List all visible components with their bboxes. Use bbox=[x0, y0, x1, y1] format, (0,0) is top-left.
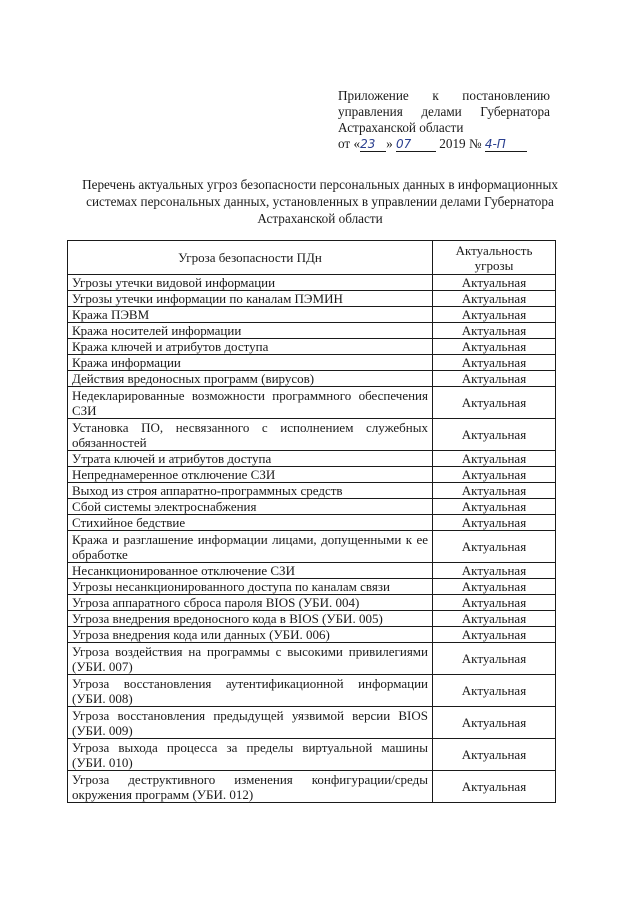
table-row bbox=[68, 739, 556, 771]
table-row bbox=[68, 595, 556, 611]
threat-cell: Угроза аппаратного сброса пароля BIOS (УБИ. 004) bbox=[68, 595, 433, 611]
threat-cell: Кража и разглашение информации лицами, допущенными к ее обработке bbox=[68, 531, 433, 563]
table-row bbox=[68, 387, 556, 419]
relevance-cell: Актуальная bbox=[433, 611, 556, 627]
threat-cell: Угроза воздействия на программы с высокими привилегиями (УБИ. 007) bbox=[68, 643, 433, 675]
threat-cell: Угрозы несанкционированного доступа по каналам связи bbox=[68, 579, 433, 595]
relevance-cell: Актуальная bbox=[433, 291, 556, 307]
threat-cell: Недекларированные возможности программного обеспечения СЗИ bbox=[68, 387, 433, 419]
appendix-line-2: управления делами Губернатора bbox=[338, 104, 550, 119]
document-title: Перечень актуальных угроз безопасности персональных данных в информационных системах персональных данных, установленных в управлении делами Губернатора Астраханской области bbox=[82, 177, 558, 226]
table-row bbox=[68, 531, 556, 563]
threat-cell: Угроза восстановления предыдущей уязвимой версии BIOS (УБИ. 009) bbox=[68, 707, 433, 739]
table-row bbox=[68, 467, 556, 483]
threat-cell: Угроза выхода процесса за пределы виртуальной машины (УБИ. 010) bbox=[68, 739, 433, 771]
threat-cell: Установка ПО, несвязанного с исполнением служебных обязанностей bbox=[68, 419, 433, 451]
relevance-cell: Актуальная bbox=[433, 339, 556, 355]
threat-cell: Утрата ключей и атрибутов доступа bbox=[68, 451, 433, 467]
table-header-row bbox=[68, 241, 556, 275]
header-threat: Угроза безопасности ПДн bbox=[68, 241, 433, 275]
threat-cell: Угрозы утечки информации по каналам ПЭМИН bbox=[68, 291, 433, 307]
appendix-line-3: Астраханской области bbox=[338, 120, 464, 135]
relevance-cell: Актуальная bbox=[433, 275, 556, 291]
date-day: 23 bbox=[360, 138, 386, 152]
relevance-cell: Актуальная bbox=[433, 355, 556, 371]
relevance-cell: Актуальная bbox=[433, 627, 556, 643]
threat-cell: Кража носителей информации bbox=[68, 323, 433, 339]
relevance-cell: Актуальная bbox=[433, 771, 556, 803]
relevance-cell: Актуальная bbox=[433, 515, 556, 531]
threat-cell: Сбой системы электроснабжения bbox=[68, 499, 433, 515]
relevance-cell: Актуальная bbox=[433, 563, 556, 579]
date-year: 2019 № bbox=[439, 136, 482, 151]
header-relevance: Актуальность угрозы bbox=[433, 241, 556, 275]
relevance-cell: Актуальная bbox=[433, 483, 556, 499]
table-row bbox=[68, 579, 556, 595]
table-row bbox=[68, 611, 556, 627]
threat-cell: Угроза деструктивного изменения конфигурации/среды окружения программ (УБИ. 012) bbox=[68, 771, 433, 803]
table-row bbox=[68, 707, 556, 739]
table-row bbox=[68, 451, 556, 467]
threats-table bbox=[67, 240, 556, 803]
appendix-header bbox=[338, 88, 550, 152]
relevance-cell: Актуальная bbox=[433, 739, 556, 771]
relevance-cell: Актуальная bbox=[433, 467, 556, 483]
threat-cell: Непреднамеренное отключение СЗИ bbox=[68, 467, 433, 483]
table-row bbox=[68, 419, 556, 451]
relevance-cell: Актуальная bbox=[433, 531, 556, 563]
appendix-line-1: Приложение к постановлению bbox=[338, 88, 550, 103]
relevance-cell: Актуальная bbox=[433, 675, 556, 707]
table-row bbox=[68, 515, 556, 531]
threat-cell: Кража ключей и атрибутов доступа bbox=[68, 339, 433, 355]
threat-cell: Угроза внедрения кода или данных (УБИ. 006) bbox=[68, 627, 433, 643]
threat-cell: Выход из строя аппаратно-программных средств bbox=[68, 483, 433, 499]
relevance-cell: Актуальная bbox=[433, 387, 556, 419]
relevance-cell: Актуальная bbox=[433, 499, 556, 515]
relevance-cell: Актуальная bbox=[433, 323, 556, 339]
threat-cell: Действия вредоносных программ (вирусов) bbox=[68, 371, 433, 387]
threat-cell: Угроза внедрения вредоносного кода в BIOS (УБИ. 005) bbox=[68, 611, 433, 627]
table-row bbox=[68, 275, 556, 291]
table-row bbox=[68, 483, 556, 499]
table-row bbox=[68, 499, 556, 515]
table-row bbox=[68, 371, 556, 387]
relevance-cell: Актуальная bbox=[433, 595, 556, 611]
table-row bbox=[68, 291, 556, 307]
appendix-date-line bbox=[338, 136, 550, 152]
relevance-cell: Актуальная bbox=[433, 371, 556, 387]
table-row bbox=[68, 339, 556, 355]
relevance-cell: Актуальная bbox=[433, 419, 556, 451]
threat-cell: Угроза восстановления аутентификационной информации (УБИ. 008) bbox=[68, 675, 433, 707]
threat-cell: Кража информации bbox=[68, 355, 433, 371]
date-month: 07 bbox=[396, 138, 436, 152]
threat-cell: Стихийное бедствие bbox=[68, 515, 433, 531]
table-row bbox=[68, 563, 556, 579]
table-row bbox=[68, 643, 556, 675]
date-prefix: от « bbox=[338, 136, 361, 151]
table-row bbox=[68, 355, 556, 371]
threat-cell: Кража ПЭВМ bbox=[68, 307, 433, 323]
relevance-cell: Актуальная bbox=[433, 579, 556, 595]
relevance-cell: Актуальная bbox=[433, 307, 556, 323]
relevance-cell: Актуальная bbox=[433, 643, 556, 675]
threat-cell: Несанкционированное отключение СЗИ bbox=[68, 563, 433, 579]
table-row bbox=[68, 323, 556, 339]
table-row bbox=[68, 307, 556, 323]
date-mid: » bbox=[386, 136, 393, 151]
relevance-cell: Актуальная bbox=[433, 707, 556, 739]
date-number: 4-П bbox=[485, 138, 527, 152]
table-row bbox=[68, 627, 556, 643]
threat-cell: Угрозы утечки видовой информации bbox=[68, 275, 433, 291]
table-row bbox=[68, 771, 556, 803]
table-row bbox=[68, 675, 556, 707]
relevance-cell: Актуальная bbox=[433, 451, 556, 467]
